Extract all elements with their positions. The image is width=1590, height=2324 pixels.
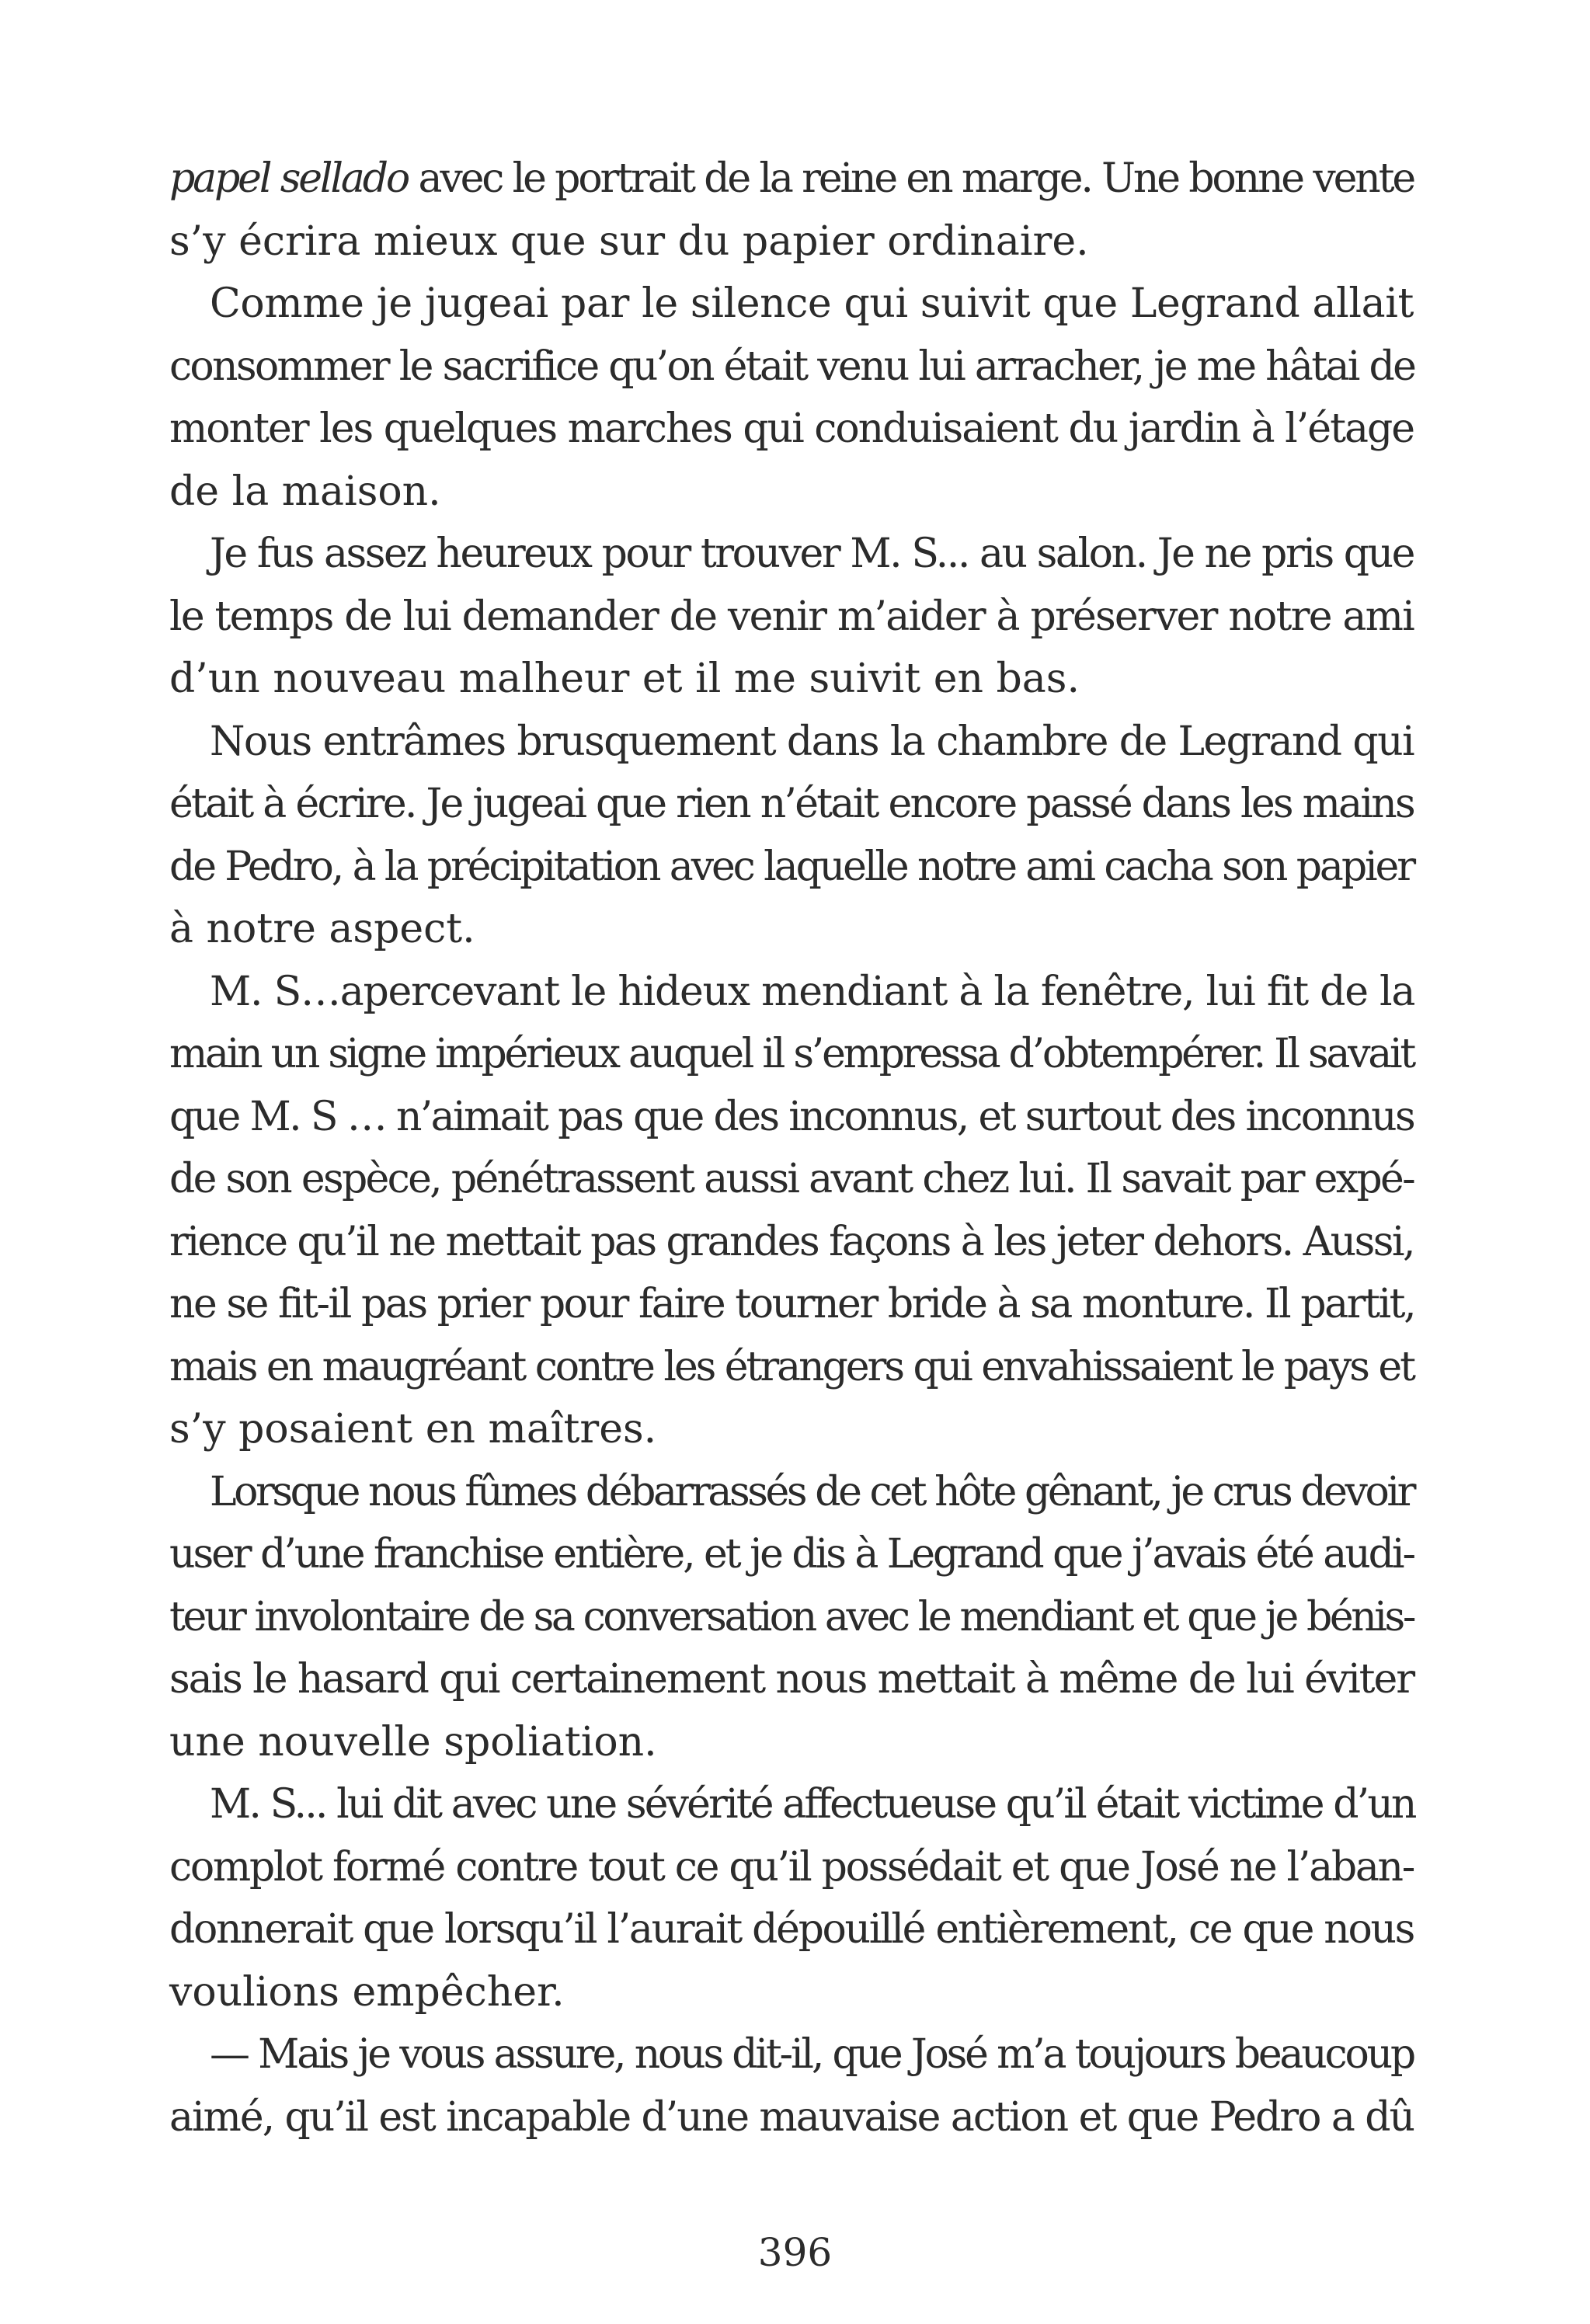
text-line: M. S... lui dit avec une sévérité affectueuse qu’il était victime d’un [210, 1781, 1415, 1828]
text-line: Nous entrâmes brusquement dans la chambre de Legrand qui [210, 718, 1414, 765]
text-line: était à écrire. Je jugeai que rien n’était encore passé dans les mains [169, 781, 1414, 827]
text-line: complot formé contre tout ce qu’il possédait et que José ne l’aban- [169, 1843, 1414, 1891]
line-rest: avec le portrait de la reine en marge. Une bonne vente [408, 155, 1414, 202]
text-line: de Pedro, à la précipitation avec laquelle notre ami cacha son papier [169, 843, 1414, 890]
text-line: monter les quelques marches qui conduisaient du jardin à l’étage [169, 405, 1414, 452]
text-line: voulions empêcher. [169, 1968, 565, 2016]
text-line: main un signe impérieux auquel il s’empressa d’obtempérer. Il savait [169, 1031, 1414, 1077]
text-line: aimé, qu’il est incapable d’une mauvaise action et que Pedro a dû [169, 2093, 1414, 2141]
italic-phrase: papel sellado [169, 155, 409, 202]
text-line [169, 148, 1414, 210]
text-line: donnerait que lorsqu’il l’aurait dépouillé entièrement, ce que nous [169, 1906, 1414, 1953]
body-text [169, 148, 1414, 2148]
text-line: s’y posaient en maîtres. [169, 1406, 657, 1452]
text-line: mais en maugréant contre les étrangers qui envahissaient le pays et [169, 1343, 1414, 1390]
text-line: sais le hasard qui certainement nous mettait à même de lui éviter [169, 1656, 1414, 1703]
text-line: une nouvelle spoliation. [169, 1718, 657, 1766]
text-line: le temps de lui demander de venir m’aider à préserver notre ami [169, 593, 1414, 640]
text-line: d’un nouveau malheur et il me suivit en bas. [169, 656, 1080, 702]
text-line: consommer le sacrifice qu’on était venu lui arracher, je me hâtai de [169, 343, 1415, 390]
text-line: rience qu’il ne mettait pas grandes façons à les jeter dehors. Aussi, [169, 1218, 1414, 1265]
text-line: Lorsque nous fûmes débarrassés de cet hôte gênant, je crus devoir [210, 1468, 1414, 1515]
text-line: à notre aspect. [169, 906, 475, 952]
text-line: M. S…apercevant le hideux mendiant à la fenêtre, lui fit de la [210, 968, 1415, 1015]
text-line: Comme je jugeai par le silence qui suivit que Legrand allait [210, 280, 1414, 327]
text-line: de son espèce, pénétrassent aussi avant chez lui. Il savait par expé- [169, 1156, 1414, 1202]
text-line: ne se fit-il pas prier pour faire tourner bride à sa monture. Il partit, [169, 1281, 1415, 1327]
page-number: 396 [757, 2230, 833, 2275]
text-line: user d’une franchise entière, et je dis à Legrand que j’avais été audi- [169, 1531, 1414, 1578]
text-line: teur involontaire de sa conversation avec le mendiant et que je bénis- [169, 1593, 1414, 1640]
text-line: — Mais je vous assure, nous dit-il, que José m’a toujours beaucoup [210, 2031, 1414, 2078]
text-line: de la maison. [169, 468, 441, 515]
text-line: Je fus assez heureux pour trouver M. S... au salon. Je ne pris que [210, 531, 1414, 577]
text-line: s’y écrira mieux que sur du papier ordinaire. [169, 217, 1089, 265]
text-line: que M. S … n’aimait pas que des inconnus, et surtout des inconnus [169, 1093, 1414, 1140]
